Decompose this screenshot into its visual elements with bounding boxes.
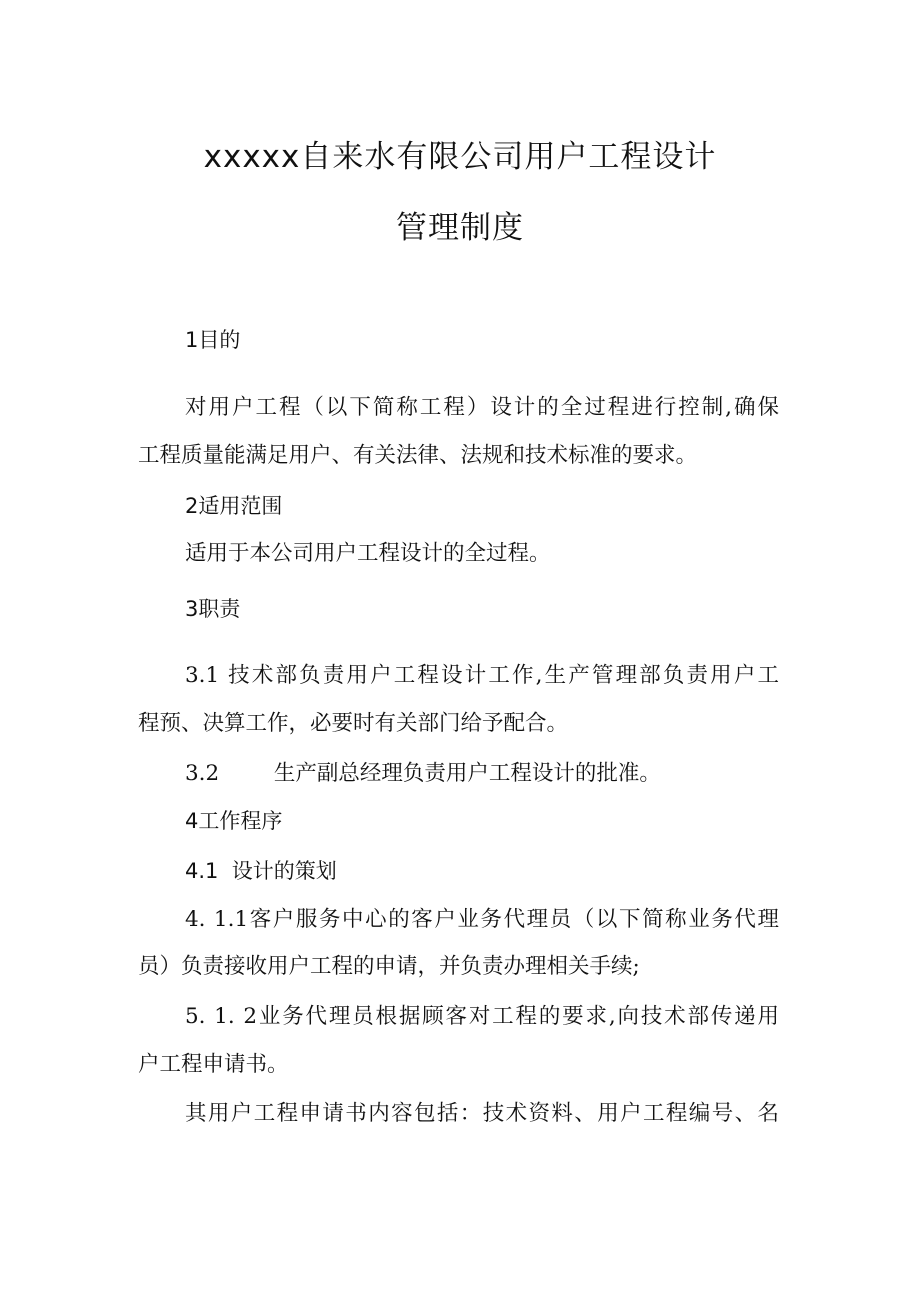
paragraph-line: 对用户工程（以下简称工程）设计的全过程进行控制,确保 bbox=[185, 395, 779, 420]
paragraph-line: 程预、决算工作，必要时有关部门给予配合。 bbox=[138, 711, 569, 736]
section-heading-responsibilities: 3职责 bbox=[185, 597, 241, 621]
subsection-heading-design-planning: 4.1 设计的策划 bbox=[185, 859, 337, 883]
paragraph-line: 适用于本公司用户工程设计的全过程。 bbox=[185, 541, 551, 566]
paragraph-line: 3.1 技术部负责用户工程设计工作,生产管理部负责用户工 bbox=[185, 663, 779, 688]
paragraph-line: 3.2 生产副总经理负责用户工程设计的批准。 bbox=[185, 761, 661, 786]
paragraph-line: 4. 1.1客户服务中心的客户业务代理员（以下简称业务代理 bbox=[185, 907, 779, 932]
document-title-line-1: xxxxx自来水有限公司用户工程设计 bbox=[203, 139, 717, 175]
paragraph-line: 员）负责接收用户工程的申请，并负责办理相关手续; bbox=[138, 954, 640, 979]
section-heading-procedure: 4工作程序 bbox=[185, 809, 283, 833]
paragraph-line: 户工程申请书。 bbox=[138, 1052, 289, 1077]
section-heading-purpose: 1目的 bbox=[185, 328, 241, 352]
paragraph-line: 其用户工程申请书内容包括：技术资料、用户工程编号、名 bbox=[185, 1101, 779, 1126]
document-title-line-2: 管理制度 bbox=[396, 210, 524, 246]
section-heading-scope: 2适用范围 bbox=[185, 494, 283, 518]
paragraph-line: 5. 1. 2业务代理员根据顾客对工程的要求,向技术部传递用 bbox=[185, 1004, 779, 1029]
paragraph-line: 工程质量能满足用户、有关法律、法规和技术标准的要求。 bbox=[138, 443, 698, 468]
